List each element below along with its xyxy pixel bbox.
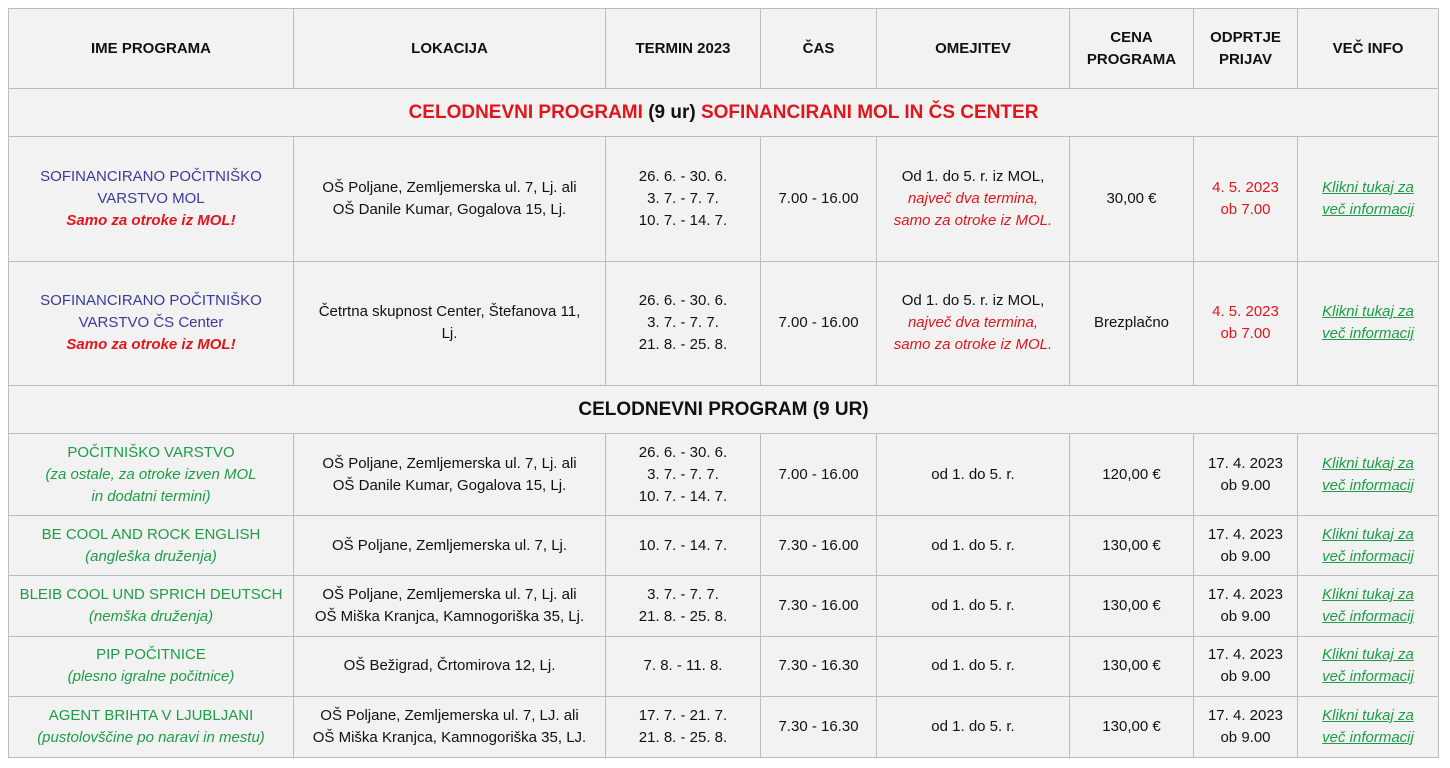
open-time: ob 7.00 (1220, 325, 1271, 343)
info-cell (1298, 576, 1439, 636)
price-cell: Brezplačno (1070, 261, 1194, 385)
restriction-line3: samo za otroke iz MOL. (893, 336, 1053, 354)
term-cell (606, 261, 761, 385)
location-line1: OŠ Poljane, Zemljemerska ul. 7, Lj. ali (322, 454, 577, 472)
term-cell (606, 434, 761, 516)
header-open-line2: PRIJAV (1218, 50, 1273, 68)
program-name-line1: BLEIB COOL UND SPRICH DEUTSCH (19, 586, 283, 604)
link-line2[interactable]: več informacij (1322, 608, 1414, 626)
link-line2[interactable]: več informacij (1322, 668, 1414, 686)
location-line2: Lj. (441, 325, 458, 343)
header-price (1070, 9, 1194, 89)
program-name-line2: VARSTVO MOL (97, 189, 205, 207)
header-info: VEČ INFO (1298, 9, 1439, 89)
program-name-line1: PIP POČITNICE (96, 646, 206, 664)
restriction-line2: največ dva termina, (907, 314, 1039, 332)
program-note: Samo za otroke iz MOL! (66, 336, 236, 354)
location-cell (294, 137, 606, 261)
link-line1[interactable]: Klikni tukaj za (1322, 706, 1414, 724)
table-row (9, 576, 1439, 636)
location-line2: OŠ Danile Kumar, Gogalova 15, Lj. (332, 476, 567, 494)
term-line3: 10. 7. - 14. 7. (638, 487, 728, 505)
price-cell: 120,00 € (1070, 434, 1194, 516)
location-line1: Četrtna skupnost Center, Štefanova 11, (318, 303, 581, 321)
term-line1: 26. 6. - 30. 6. (638, 292, 728, 310)
restriction-line1: Od 1. do 5. r. iz MOL, (901, 167, 1045, 185)
restriction-line3: samo za otroke iz MOL. (893, 211, 1053, 229)
header-name: IME PROGRAMA (9, 9, 294, 89)
header-price-line1: CENA (1110, 28, 1153, 46)
restriction-cell: od 1. do 5. r. (877, 696, 1070, 757)
term-cell (606, 516, 761, 576)
link-line1[interactable]: Klikni tukaj za (1322, 303, 1414, 321)
price-cell: 130,00 € (1070, 516, 1194, 576)
term-cell (606, 576, 761, 636)
program-note: Samo za otroke iz MOL! (66, 211, 236, 229)
term-line2: 3. 7. - 7. 7. (647, 314, 719, 332)
more-info-link[interactable] (1304, 705, 1432, 749)
program-name-cell (9, 696, 294, 757)
open-cell (1194, 137, 1298, 261)
link-line2[interactable]: več informacij (1322, 476, 1414, 494)
link-line2[interactable]: več informacij (1322, 547, 1414, 565)
time-cell: 7.30 - 16.00 (761, 576, 877, 636)
header-open-line1: ODPRTJE (1210, 28, 1281, 46)
open-date: 17. 4. 2023 (1207, 525, 1284, 543)
time-cell: 7.00 - 16.00 (761, 261, 877, 385)
header-price-line2: PROGRAMA (1086, 50, 1177, 68)
term-line1: 3. 7. - 7. 7. (647, 586, 719, 604)
location-cell (294, 696, 606, 757)
restriction-cell: od 1. do 5. r. (877, 636, 1070, 696)
program-name-cell (9, 434, 294, 516)
header-open (1194, 9, 1298, 89)
term-line1: 17. 7. - 21. 7. (638, 706, 728, 724)
table-row (9, 434, 1439, 516)
term-cell (606, 137, 761, 261)
restriction-cell: od 1. do 5. r. (877, 434, 1070, 516)
link-line2[interactable]: več informacij (1322, 728, 1414, 746)
section1-part2: (9 ur) (642, 101, 701, 123)
time-cell: 7.30 - 16.00 (761, 516, 877, 576)
term-line3: 10. 7. - 14. 7. (638, 211, 728, 229)
location-line2: OŠ Miška Kranjca, Kamnogoriška 35, Lj. (314, 608, 585, 626)
term-cell (606, 696, 761, 757)
location-line1: OŠ Bežigrad, Črtomirova 12, Lj. (343, 657, 556, 675)
table-row (9, 636, 1439, 696)
program-name-line1: AGENT BRIHTA V LJUBLJANI (48, 706, 254, 724)
location-cell (294, 434, 606, 516)
program-subtitle-line1: (za ostale, za otroke izven MOL (45, 465, 257, 483)
open-time: ob 9.00 (1220, 608, 1271, 626)
location-line1: OŠ Poljane, Zemljemerska ul. 7, Lj. ali (322, 178, 577, 196)
open-time: ob 9.00 (1220, 668, 1271, 686)
program-name-cell (9, 636, 294, 696)
program-name-line2: VARSTVO ČS Center (78, 314, 224, 332)
location-cell (294, 636, 606, 696)
more-info-link[interactable] (1304, 524, 1432, 568)
term-line2: 21. 8. - 25. 8. (638, 728, 728, 746)
location-line2: OŠ Danile Kumar, Gogalova 15, Lj. (332, 200, 567, 218)
open-cell (1194, 696, 1298, 757)
term-line1: 7. 8. - 11. 8. (643, 657, 723, 675)
restriction-cell: od 1. do 5. r. (877, 576, 1070, 636)
more-info-link[interactable] (1304, 453, 1432, 497)
program-subtitle-line1: (plesno igralne počitnice) (67, 668, 235, 686)
open-date: 4. 5. 2023 (1212, 303, 1279, 321)
more-info-link[interactable] (1304, 644, 1432, 688)
program-name-line1: BE COOL AND ROCK ENGLISH (41, 525, 261, 543)
section-fullday (9, 385, 1439, 433)
program-subtitle-line2: in dodatni termini) (91, 487, 211, 505)
time-cell: 7.30 - 16.30 (761, 636, 877, 696)
restriction-cell: od 1. do 5. r. (877, 516, 1070, 576)
term-line2: 3. 7. - 7. 7. (647, 189, 719, 207)
program-subtitle-line1: (pustolovščine po naravi in mestu) (37, 728, 265, 746)
price-cell: 130,00 € (1070, 576, 1194, 636)
open-cell (1194, 434, 1298, 516)
term-line2: 3. 7. - 7. 7. (647, 465, 719, 483)
info-cell (1298, 137, 1439, 261)
location-line1: OŠ Poljane, Zemljemerska ul. 7, Lj. (331, 536, 568, 554)
program-name-cell (9, 516, 294, 576)
info-cell (1298, 696, 1439, 757)
program-name-cell (9, 261, 294, 385)
info-cell (1298, 434, 1439, 516)
section1-part1: CELODNEVNI PROGRAMI (408, 101, 643, 123)
location-cell (294, 516, 606, 576)
table-row (9, 261, 1439, 385)
restriction-cell (877, 261, 1070, 385)
program-name-cell (9, 137, 294, 261)
link-line2[interactable]: več informacij (1322, 325, 1414, 343)
header-location: LOKACIJA (294, 9, 606, 89)
program-subtitle-line1: (nemška druženja) (88, 608, 214, 626)
location-line1: OŠ Poljane, Zemljemerska ul. 7, LJ. ali (320, 706, 579, 724)
program-name-line1: POČITNIŠKO VARSTVO (67, 443, 235, 461)
info-cell (1298, 261, 1439, 385)
program-name-line1: SOFINANCIRANO POČITNIŠKO (40, 167, 262, 185)
open-time: ob 9.00 (1220, 476, 1271, 494)
open-cell (1194, 516, 1298, 576)
more-info-link[interactable] (1304, 301, 1432, 345)
link-line1[interactable]: Klikni tukaj za (1322, 454, 1414, 472)
section-fullday-title: CELODNEVNI PROGRAM (9 UR) (9, 385, 1439, 433)
program-name-line1: SOFINANCIRANO POČITNIŠKO (40, 292, 262, 310)
term-line1: 10. 7. - 14. 7. (638, 536, 728, 554)
term-line1: 26. 6. - 30. 6. (638, 167, 728, 185)
location-line2: OŠ Miška Kranjca, Kamnogoriška 35, LJ. (312, 728, 587, 746)
time-cell: 7.00 - 16.00 (761, 137, 877, 261)
open-time: ob 7.00 (1220, 200, 1271, 218)
price-cell: 130,00 € (1070, 696, 1194, 757)
open-time: ob 9.00 (1220, 547, 1271, 565)
more-info-link[interactable] (1304, 177, 1432, 221)
price-cell: 30,00 € (1070, 137, 1194, 261)
term-line3: 21. 8. - 25. 8. (638, 336, 728, 354)
link-line1[interactable]: Klikni tukaj za (1322, 178, 1414, 196)
link-line2[interactable]: več informacij (1322, 200, 1414, 218)
program-subtitle-line1: (angleška druženja) (85, 547, 217, 565)
location-cell (294, 261, 606, 385)
time-cell: 7.00 - 16.00 (761, 434, 877, 516)
section-cofinanced (9, 89, 1439, 137)
info-cell (1298, 516, 1439, 576)
section-cofinanced-title (9, 89, 1439, 137)
term-cell (606, 636, 761, 696)
open-cell (1194, 261, 1298, 385)
price-cell: 130,00 € (1070, 636, 1194, 696)
link-line1[interactable]: Klikni tukaj za (1322, 525, 1414, 543)
location-cell (294, 576, 606, 636)
table-row (9, 696, 1439, 757)
header-time: ČAS (761, 9, 877, 89)
header-term: TERMIN 2023 (606, 9, 761, 89)
restriction-line2: največ dva termina, (907, 189, 1039, 207)
header-restriction: OMEJITEV (877, 9, 1070, 89)
table-row (9, 137, 1439, 261)
info-cell (1298, 636, 1439, 696)
more-info-link[interactable] (1304, 584, 1432, 628)
link-line1[interactable]: Klikni tukaj za (1322, 646, 1414, 664)
table-row (9, 516, 1439, 576)
time-cell: 7.30 - 16.30 (761, 696, 877, 757)
location-line1: OŠ Poljane, Zemljemerska ul. 7, Lj. ali (322, 586, 577, 604)
open-date: 17. 4. 2023 (1207, 646, 1284, 664)
open-cell (1194, 576, 1298, 636)
open-cell (1194, 636, 1298, 696)
term-line2: 21. 8. - 25. 8. (638, 608, 728, 626)
link-line1[interactable]: Klikni tukaj za (1322, 586, 1414, 604)
restriction-cell (877, 137, 1070, 261)
header-row (9, 9, 1439, 89)
open-date: 4. 5. 2023 (1212, 178, 1279, 196)
open-time: ob 9.00 (1220, 728, 1271, 746)
open-date: 17. 4. 2023 (1207, 706, 1284, 724)
open-date: 17. 4. 2023 (1207, 586, 1284, 604)
restriction-line1: Od 1. do 5. r. iz MOL, (901, 292, 1045, 310)
program-name-cell (9, 576, 294, 636)
programs-table (8, 8, 1439, 758)
term-line1: 26. 6. - 30. 6. (638, 443, 728, 461)
open-date: 17. 4. 2023 (1207, 454, 1284, 472)
section1-part3: SOFINANCIRANI MOL IN ČS CENTER (700, 101, 1039, 123)
